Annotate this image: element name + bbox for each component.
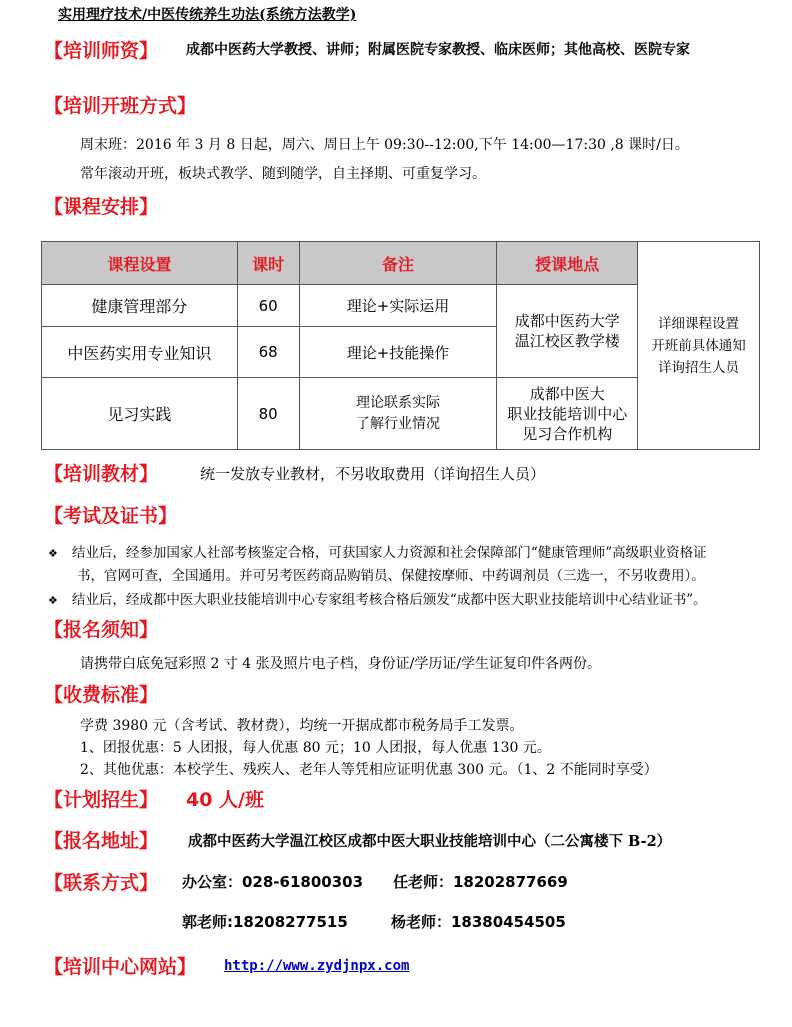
col-header-hours: 课时 [237,242,299,285]
plan-text: 40 人/班 [186,789,264,811]
location1-line2: 温江校区教学楼 [514,332,620,350]
course-note-cell: 理论+技能操作 [299,327,497,378]
course-hours-cell: 68 [237,327,299,378]
website-link[interactable]: http://www.zydjnpx.com [224,958,410,974]
course-hours-cell: 60 [237,285,299,327]
exam-item1-line2: 书，官网可查，全国通用。并可另考医药商品购销员、保健按摩师、中药调剂员（三选一，不另收费用）。 [77,568,705,584]
location2-line3: 见习合作机构 [522,424,613,443]
table-header-row [42,242,760,285]
diamond-bullet-icon: ❖ [48,594,58,607]
contact-yang: 杨老师：18380454505 [391,913,566,931]
side-note-line1: 详细课程设置 [658,315,740,332]
exam-heading: 【考试及证书】 [44,505,178,527]
registration-heading: 【报名须知】 [44,619,159,641]
col-header-note: 备注 [299,242,497,285]
contact-heading: 【联系方式】 [44,872,159,894]
materials-text: 统一发放专业教材，不另收取费用（详询招生人员） [200,465,546,483]
course-note-line2: 了解行业情况 [355,415,440,432]
contact-office: 办公室：028-61800303 [182,873,364,891]
fees-line2: 1、团报优惠：5 人团报，每人优惠 80 元；10 人团报，每人优惠 130 元。 [80,740,551,756]
col-header-location: 授课地点 [497,242,638,285]
courses-heading: 【课程安排】 [44,196,159,218]
plan-heading: 【计划招生】 [44,789,159,811]
website-heading: 【培训中心网站】 [44,956,197,978]
exam-item1-line1: 结业后，经参加国家人社部考核鉴定合格，可获国家人力资源和社会保障部门“健康管理师”高级职业资格证 [71,545,707,561]
schedule-line1: 周末班：2016 年 3 月 8 日起，周六、周日上午 09:30--12:00,下午 14:00—17:30 ,8 课时/日。 [80,137,689,153]
schedule-line2: 常年滚动开班，板块式教学、随到随学，自主择期、可重复学习。 [80,166,486,182]
side-note-cell [638,242,760,450]
top-line: 实用理疗技术/中医传统养生功法(系统方法教学) [58,7,357,23]
side-note-line3: 详询招生人员 [658,359,740,376]
materials-heading: 【培训教材】 [44,463,159,485]
contact-guo: 郭老师:18208277515 [182,913,348,931]
fees-heading: 【收费标准】 [44,684,159,706]
course-note-line1: 理论联系实际 [355,394,440,411]
address-heading: 【报名地址】 [44,830,159,852]
diamond-bullet-icon: ❖ [48,547,58,560]
location2-line1: 成都中医大 [529,384,605,403]
teachers-heading: 【培训师资】 [44,40,159,62]
course-name-cell: 见习实践 [42,378,238,450]
location1-line1: 成都中医药大学 [514,312,620,330]
fees-line3: 2、其他优惠：本校学生、残疾人、老年人等凭相应证明优惠 300 元。（1、2 不能同时享受） [80,762,658,778]
location2-line2: 职业技能培训中心 [507,404,628,423]
course-note-cell: 理论+实际运用 [299,285,497,327]
teachers-text: 成都中医药大学教授、讲师；附属医院专家教授、临床医师；其他高校、医院专家 [186,42,690,58]
location-cell-1 [497,285,638,378]
course-name-cell: 中医药实用专业知识 [42,327,238,378]
exam-item2-text: 结业后，经成都中医大职业技能培训中心专家组考核合格后颁发“成都中医大职业技能培训中心结业证书”。 [71,592,707,608]
schedule-heading: 【培训开班方式】 [44,95,197,117]
col-header-course: 课程设置 [42,242,238,285]
location-cell-2 [497,378,638,450]
course-name-cell: 健康管理部分 [42,285,238,327]
address-text: 成都中医药大学温江校区成都中医大职业技能培训中心（二公寓楼下 B-2） [188,833,672,850]
contact-ren: 任老师：18202877669 [393,873,568,891]
exam-item-1 [48,541,707,561]
side-note-line2: 开班前具体通知 [651,337,746,354]
exam-item-2 [48,588,707,608]
fees-line1: 学费 3980 元（含考试、教材费），均统一开据成都市税务局手工发票。 [80,718,524,734]
course-note-cell [299,378,497,450]
course-table [41,241,760,450]
registration-text: 请携带白底免冠彩照 2 寸 4 张及照片电子档，身份证/学历证/学生证复印件各两份。 [80,656,602,672]
course-hours-cell: 80 [237,378,299,450]
